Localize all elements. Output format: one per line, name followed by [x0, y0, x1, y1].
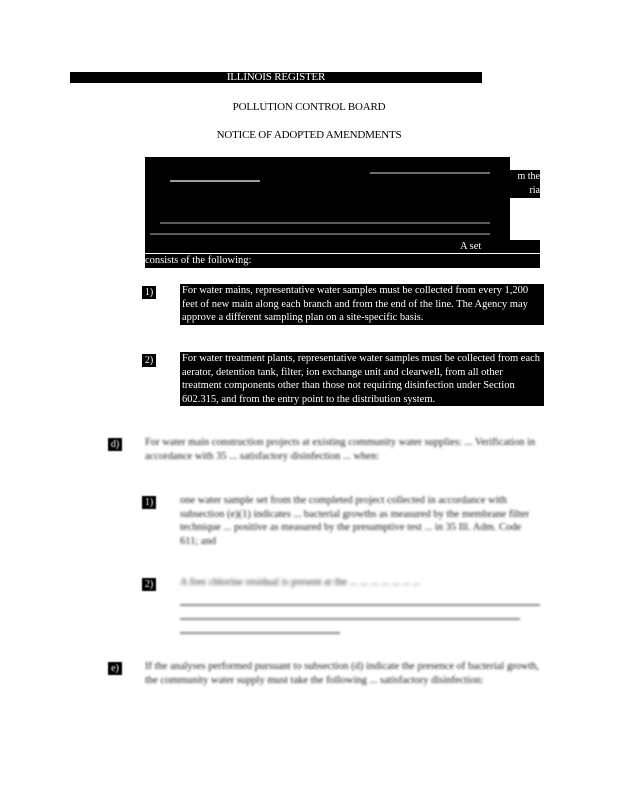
item-1-number: 1)	[142, 286, 156, 299]
section-d-number: d)	[108, 438, 122, 451]
faint-text-line	[150, 233, 490, 235]
register-title: ILLINOIS REGISTER	[226, 71, 326, 83]
section-d-sub-1-number: 1)	[142, 496, 156, 509]
faint-text-line	[180, 618, 520, 620]
intro-tail-fragment: A set	[460, 241, 482, 252]
faint-text-line	[370, 172, 490, 174]
faint-text-line	[160, 222, 490, 224]
section-d-text: For water main construction projects at existing community water supplies: ... Verification in accordance with 35 ... satisfactory disinfection ... when:	[145, 437, 536, 462]
faint-text-line	[180, 632, 340, 634]
intro-fragment-2: ria	[510, 184, 540, 198]
faint-text-line	[170, 180, 260, 182]
intro-fragment-1: m the	[510, 170, 540, 184]
item-2-text: For water treatment plants, representative water samples must be collected from each aerator, detention tank, filter, ion exchange unit and clearwell, from all other treatment components other than those not requiring disinfection under Section 602.315, and from the entry point to the distribution system.	[180, 352, 544, 406]
section-d-sub-2-number: 2)	[142, 578, 156, 591]
section-e-number: e)	[108, 662, 122, 675]
section-d-sub-1-text: one water sample set from the completed project collected in accordance with subsection (e)(1) indicates ... bacterial growths as measured by the membrane filter technique ... positive as measured by the presumptive test ... in 35 Ill. Adm. Code 611; and	[180, 495, 530, 547]
section-e-text: If the analyses performed pursuant to subsection (d) indicate the presence of bacterial growth, the community water supply must take the following ... satisfactory disinfection:	[145, 661, 540, 686]
section-d-sub-2-text: A free chlorine residual is present at the ... ... ... ... ... ... ...	[180, 577, 421, 588]
notice-title: NOTICE OF ADOPTED AMENDMENTS	[216, 129, 402, 141]
intro-consists-line: consists of the following:	[145, 254, 540, 268]
item-1-text: For water mains, representative water samples must be collected from every 1,200 feet of new main along each branch and from the end of the line. The Agency may approve a different sampling plan on a site-specific basis.	[180, 284, 544, 325]
item-2-number: 2)	[142, 354, 156, 367]
faint-text-line	[180, 604, 540, 606]
board-title: POLLUTION CONTROL BOARD	[232, 101, 386, 113]
